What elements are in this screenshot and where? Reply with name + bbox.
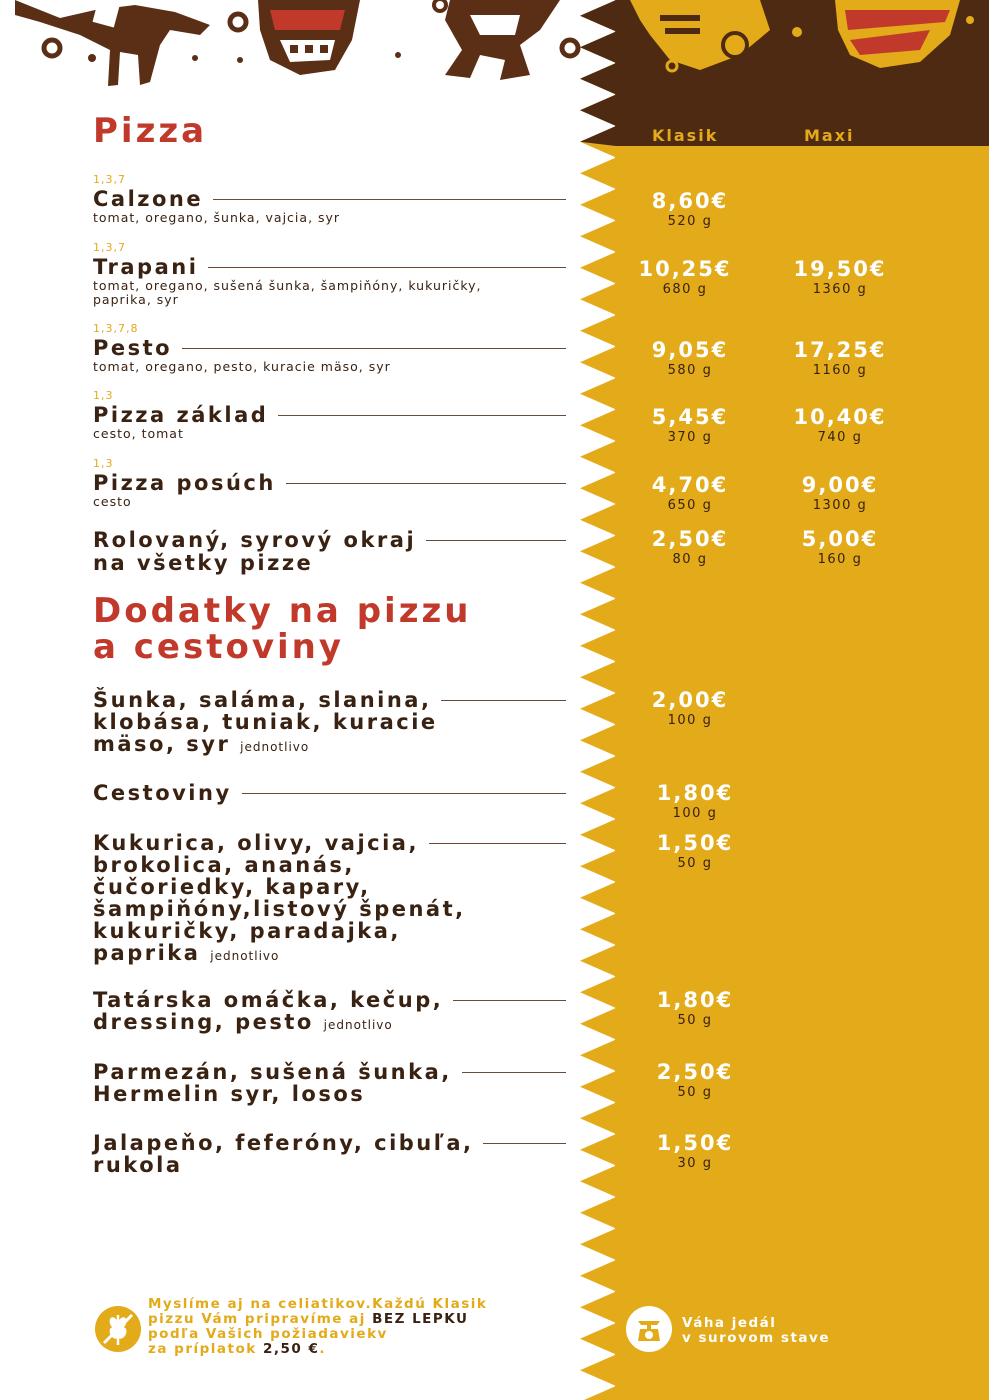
allergen-codes: 1,3,7,8 bbox=[93, 322, 139, 335]
leader-line bbox=[429, 843, 566, 844]
gluten-free-note bbox=[148, 1297, 568, 1357]
addon-line: rukola bbox=[93, 1153, 183, 1177]
addon-item bbox=[93, 1132, 566, 1176]
price-maxi bbox=[770, 528, 910, 567]
item-description: tomat, oregano, pesto, kuracie mäso, syr bbox=[93, 359, 391, 374]
price-value: 2,50€ bbox=[651, 527, 729, 551]
weight-value: 100 g bbox=[667, 713, 713, 728]
price-value: 1,50€ bbox=[656, 1131, 734, 1155]
addon-item bbox=[93, 689, 566, 758]
menu-item bbox=[93, 457, 566, 509]
item-name: Rolovaný, syrový okraj bbox=[93, 528, 417, 552]
price-value: 10,25€ bbox=[638, 257, 732, 281]
decorative-ornament-band bbox=[0, 0, 989, 95]
price-value: 5,45€ bbox=[651, 405, 729, 429]
addons-title-line1: Dodatky na pizzu bbox=[93, 591, 472, 631]
note-emphasis: BEZ LEPKU bbox=[372, 1311, 469, 1327]
kitchen-scale-icon bbox=[625, 1305, 673, 1353]
weight-value: 50 g bbox=[677, 1013, 713, 1028]
price-value: 4,70€ bbox=[651, 473, 729, 497]
addon-line: Hermelin syr, losos bbox=[93, 1082, 366, 1106]
price-maxi bbox=[770, 339, 910, 378]
weight-value: 1160 g bbox=[812, 363, 868, 378]
menu-item bbox=[93, 173, 566, 225]
leader-line bbox=[213, 199, 566, 200]
item-name: Pesto bbox=[93, 336, 173, 360]
note-text: za príplatok bbox=[148, 1341, 263, 1357]
leader-line bbox=[286, 483, 566, 484]
addon-item bbox=[93, 1061, 566, 1105]
weight-value: 50 g bbox=[677, 1085, 713, 1100]
leader-line bbox=[278, 415, 566, 416]
addon-note: jednotlivo bbox=[240, 740, 310, 754]
addon-note: jednotlivo bbox=[210, 949, 280, 963]
addon-item bbox=[93, 989, 566, 1036]
allergen-codes: 1,3 bbox=[93, 457, 114, 470]
addon-line: čučoriedky, kapary, bbox=[93, 875, 371, 899]
column-header-klasik: Klasik bbox=[652, 126, 719, 145]
note-line: podľa Vašich požiadaviekv bbox=[148, 1326, 388, 1342]
addon-text: paprika bbox=[93, 941, 201, 965]
item-description: cesto, tomat bbox=[93, 426, 184, 441]
weight-value: 1360 g bbox=[812, 282, 868, 297]
price-maxi bbox=[770, 474, 910, 513]
weight-note bbox=[682, 1316, 830, 1346]
weight-value: 30 g bbox=[677, 1156, 713, 1171]
price-value: 9,05€ bbox=[651, 338, 729, 362]
menu-item bbox=[93, 322, 566, 374]
addons-section-title bbox=[93, 591, 472, 667]
gluten-free-wheat-icon bbox=[94, 1305, 142, 1353]
weight-value: 520 g bbox=[667, 214, 713, 229]
mask-ornament-center bbox=[258, 0, 360, 75]
weight-value: 50 g bbox=[677, 856, 713, 871]
weight-value: 160 g bbox=[817, 552, 863, 567]
addon-line: kukuričky, paradajka, bbox=[93, 919, 401, 943]
allergen-codes: 1,3,7 bbox=[93, 241, 126, 254]
addon-line: šampiňóny,listový špenát, bbox=[93, 897, 466, 921]
note-line bbox=[148, 1342, 568, 1357]
addon-price bbox=[625, 782, 765, 821]
price-value: 9,00€ bbox=[801, 473, 879, 497]
price-value: 1,50€ bbox=[656, 831, 734, 855]
zigzag-teeth bbox=[580, 0, 616, 1400]
addon-text: Kukurica, olivy, vajcia, bbox=[93, 831, 419, 855]
addons-title-line2: a cestoviny bbox=[93, 626, 345, 667]
leader-line bbox=[426, 540, 566, 541]
addon-price bbox=[625, 832, 765, 871]
allergen-codes: 1,3,7 bbox=[93, 173, 126, 186]
addon-note: jednotlivo bbox=[323, 1018, 393, 1032]
addon-item bbox=[93, 832, 566, 967]
price-klasik bbox=[620, 190, 760, 229]
addon-price bbox=[625, 1132, 765, 1171]
price-value: 8,60€ bbox=[651, 189, 729, 213]
pizza-section-title: Pizza bbox=[93, 111, 208, 151]
addon-text: Cestoviny bbox=[93, 781, 232, 805]
addon-line bbox=[93, 989, 566, 1011]
item-description: tomat, oregano, šunka, vajcia, syr bbox=[93, 210, 341, 225]
addon-price bbox=[625, 1061, 765, 1100]
addon-text: Jalapeňo, feferóny, cibuľa, bbox=[93, 1131, 474, 1155]
addon-price bbox=[625, 989, 765, 1028]
item-name-continued: na všetky pizze bbox=[93, 551, 314, 575]
addon-text: Tatárska omáčka, kečup, bbox=[93, 988, 444, 1012]
addon-line bbox=[93, 782, 566, 804]
item-name: Trapani bbox=[93, 255, 199, 279]
leader-line bbox=[453, 1000, 566, 1001]
gold-ornament-right bbox=[630, 0, 974, 71]
price-value: 1,80€ bbox=[656, 781, 734, 805]
leader-line bbox=[208, 267, 566, 268]
menu-item bbox=[93, 241, 566, 307]
price-value: 10,40€ bbox=[793, 405, 887, 429]
price-value: 2,00€ bbox=[651, 688, 729, 712]
menu-item-crust bbox=[93, 528, 566, 574]
price-maxi bbox=[770, 258, 910, 297]
addon-line bbox=[93, 1011, 566, 1036]
item-name: Calzone bbox=[93, 187, 204, 211]
addon-text: Parmezán, sušená šunka, bbox=[93, 1060, 452, 1084]
price-klasik bbox=[620, 528, 760, 567]
note-line: Myslíme aj na celiatikov.Každú Klasik bbox=[148, 1296, 488, 1312]
allergen-codes: 1,3 bbox=[93, 389, 114, 402]
leader-line bbox=[441, 700, 566, 701]
weight-value: 1300 g bbox=[812, 498, 868, 513]
addon-line: klobása, tuniak, kuracie bbox=[93, 710, 438, 734]
item-name: Pizza základ bbox=[93, 403, 269, 427]
zigzag-edge bbox=[580, 0, 616, 1400]
item-description: cesto bbox=[93, 494, 132, 509]
weight-value: 370 g bbox=[667, 430, 713, 445]
weight-value: 680 g bbox=[662, 282, 708, 297]
leader-line bbox=[462, 1072, 566, 1073]
price-value: 17,25€ bbox=[793, 338, 887, 362]
addon-line bbox=[93, 942, 566, 967]
price-value: 5,00€ bbox=[801, 527, 879, 551]
item-name: Pizza posúch bbox=[93, 471, 276, 495]
weight-value: 740 g bbox=[817, 430, 863, 445]
weight-value: 650 g bbox=[667, 498, 713, 513]
addon-line bbox=[93, 832, 566, 854]
leader-line bbox=[182, 348, 566, 349]
addon-text: dressing, pesto bbox=[93, 1010, 314, 1034]
note-line bbox=[148, 1312, 568, 1327]
addon-price bbox=[620, 689, 760, 728]
weight-value: 80 g bbox=[672, 552, 708, 567]
price-klasik bbox=[620, 339, 760, 378]
price-klasik bbox=[615, 258, 755, 297]
note-text: pizzu Vám pripravíme aj bbox=[148, 1311, 373, 1327]
weight-value: 580 g bbox=[667, 363, 713, 378]
addon-text: mäso, syr bbox=[93, 732, 231, 756]
price-value: 2,50€ bbox=[656, 1060, 734, 1084]
note-emphasis: 2,50 € bbox=[262, 1341, 320, 1357]
item-description: tomat, oregano, sušená šunka, šampiňóny, kukuričky, paprika, syr bbox=[93, 278, 482, 307]
addon-item bbox=[93, 782, 566, 804]
addon-line bbox=[93, 733, 566, 758]
price-maxi bbox=[770, 406, 910, 445]
addon-text: Šunka, saláma, slanina, bbox=[93, 688, 432, 712]
weight-value: 100 g bbox=[672, 806, 718, 821]
column-header-maxi: Maxi bbox=[804, 126, 855, 145]
addon-line bbox=[93, 689, 566, 711]
note-text: . bbox=[319, 1341, 326, 1357]
leader-line bbox=[483, 1143, 566, 1144]
addon-line bbox=[93, 1132, 566, 1154]
price-klasik bbox=[620, 474, 760, 513]
note-line: v surovom stave bbox=[682, 1330, 830, 1346]
animal-ornament-left bbox=[15, 0, 246, 86]
menu-item bbox=[93, 389, 566, 441]
price-klasik bbox=[620, 406, 760, 445]
note-line: Váha jedál bbox=[682, 1315, 777, 1331]
price-value: 1,80€ bbox=[656, 988, 734, 1012]
addon-line bbox=[93, 1061, 566, 1083]
addon-line: brokolica, ananás, bbox=[93, 853, 355, 877]
price-value: 19,50€ bbox=[793, 257, 887, 281]
leader-line bbox=[242, 793, 566, 794]
